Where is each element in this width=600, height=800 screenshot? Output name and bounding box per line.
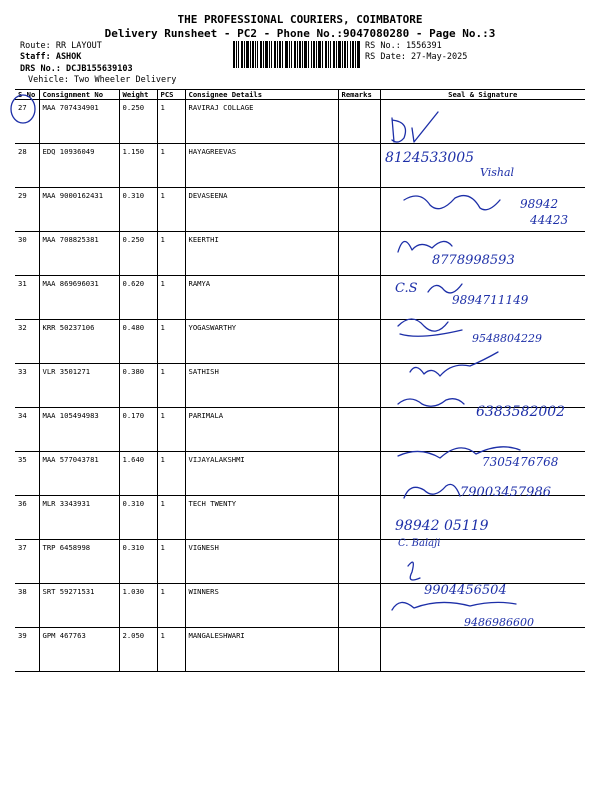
cell-consignee: SATHISH [185, 364, 338, 408]
cell-remarks [338, 188, 380, 232]
cell-weight: 0.310 [119, 540, 157, 584]
cell-sno: 31 [15, 276, 39, 320]
cell-pcs: 1 [157, 144, 185, 188]
handwriting-row-29-b: 44423 [530, 213, 569, 227]
col-header-consignment: Consignment No [39, 90, 119, 100]
cell-pcs: 1 [157, 100, 185, 144]
barcode-image [233, 41, 360, 68]
cell-consignment: TRP 6458998 [39, 540, 119, 584]
rs-date: RS Date: 27-May-2025 [365, 52, 468, 62]
handwriting-row-31-phone: 9894711149 [452, 293, 529, 307]
cell-signature [380, 496, 585, 540]
cell-weight: 0.310 [119, 188, 157, 232]
runsheet-table [15, 89, 585, 672]
cell-consignee: PARIMALA [185, 408, 338, 452]
rs-number: RS No.: 1556391 [365, 41, 442, 51]
col-header-signature: Seal & Signature [380, 90, 585, 100]
cell-sno: 27 [15, 100, 39, 144]
cell-consignee: HAYAGREEVAS [185, 144, 338, 188]
handwriting-row-38: 9904456504 [424, 583, 507, 598]
handwriting-row-32: 9548804229 [472, 332, 542, 345]
cell-remarks [338, 276, 380, 320]
table-row [15, 276, 585, 320]
handwriting-row-36: 79003457986 [460, 485, 551, 500]
cell-consignment: MAA 577043781 [39, 452, 119, 496]
cell-sno: 30 [15, 232, 39, 276]
col-header-consignee: Consignee Details [185, 90, 338, 100]
table-row [15, 100, 585, 144]
col-header-weight: Weight [119, 90, 157, 100]
handwriting-row-37-name: C. Balaji [398, 538, 441, 549]
cell-weight: 0.250 [119, 100, 157, 144]
cell-consignment: MAA 9000162431 [39, 188, 119, 232]
cell-consignee: VIJAYALAKSHMI [185, 452, 338, 496]
handwriting-row-28-name: Vishal [480, 166, 515, 179]
table-row [15, 628, 585, 672]
cell-consignee: KEERTHI [185, 232, 338, 276]
cell-remarks [338, 408, 380, 452]
table-row [15, 364, 585, 408]
cell-sno: 33 [15, 364, 39, 408]
cell-pcs: 1 [157, 232, 185, 276]
cell-consignee: WINNERS [185, 584, 338, 628]
cell-sno: 37 [15, 540, 39, 584]
cell-remarks [338, 584, 380, 628]
cell-weight: 0.310 [119, 496, 157, 540]
cell-consignment: SRT 59271531 [39, 584, 119, 628]
cell-remarks [338, 144, 380, 188]
cell-signature [380, 408, 585, 452]
table-row [15, 408, 585, 452]
cell-consignment: MAA 708825381 [39, 232, 119, 276]
table-row [15, 144, 585, 188]
staff-label: Staff: ASHOK [20, 52, 82, 62]
cell-sno: 36 [15, 496, 39, 540]
vehicle-label: Vehicle: Two Wheeler Delivery [28, 75, 177, 85]
cell-signature [380, 584, 585, 628]
cell-remarks [338, 452, 380, 496]
cell-signature [380, 144, 585, 188]
cell-sno: 35 [15, 452, 39, 496]
cell-consignee: RAMYA [185, 276, 338, 320]
cell-remarks [338, 540, 380, 584]
cell-remarks [338, 232, 380, 276]
cell-weight: 0.170 [119, 408, 157, 452]
cell-pcs: 1 [157, 320, 185, 364]
cell-weight: 1.150 [119, 144, 157, 188]
cell-weight: 1.030 [119, 584, 157, 628]
cell-weight: 0.380 [119, 364, 157, 408]
handwriting-row-29-a: 98942 [520, 197, 559, 211]
cell-remarks [338, 100, 380, 144]
cell-remarks [338, 628, 380, 672]
cell-signature [380, 100, 585, 144]
cell-weight: 2.050 [119, 628, 157, 672]
cell-consignee: RAVIRAJ COLLAGE [185, 100, 338, 144]
cell-sno: 32 [15, 320, 39, 364]
cell-pcs: 1 [157, 408, 185, 452]
cell-weight: 0.480 [119, 320, 157, 364]
col-header-sno: S No [15, 90, 39, 100]
cell-weight: 1.640 [119, 452, 157, 496]
cell-pcs: 1 [157, 628, 185, 672]
table-row [15, 496, 585, 540]
cell-consignment: MAA 869696031 [39, 276, 119, 320]
cell-consignment: MAA 105494983 [39, 408, 119, 452]
col-header-remarks: Remarks [338, 90, 380, 100]
cell-pcs: 1 [157, 496, 185, 540]
handwriting-row-37-phone: 98942 05119 [395, 518, 489, 534]
table-row [15, 232, 585, 276]
drs-number: DRS No.: DCJB155639103 [20, 64, 133, 74]
table-header-row [15, 90, 585, 100]
cell-consignment: VLR 3501271 [39, 364, 119, 408]
handwriting-row-39: 9486986600 [464, 616, 534, 629]
table-row [15, 540, 585, 584]
cell-pcs: 1 [157, 276, 185, 320]
cell-signature [380, 540, 585, 584]
cell-pcs: 1 [157, 540, 185, 584]
cell-sno: 34 [15, 408, 39, 452]
cell-remarks [338, 320, 380, 364]
cell-signature [380, 628, 585, 672]
cell-consignee: VIGNESH [185, 540, 338, 584]
cell-signature [380, 276, 585, 320]
cell-pcs: 1 [157, 452, 185, 496]
cell-pcs: 1 [157, 188, 185, 232]
cell-remarks [338, 364, 380, 408]
cell-signature [380, 364, 585, 408]
handwriting-row-28-phone: 8124533005 [385, 150, 475, 166]
cell-weight: 0.620 [119, 276, 157, 320]
cell-sno: 28 [15, 144, 39, 188]
col-header-pcs: PCS [157, 90, 185, 100]
cell-signature [380, 232, 585, 276]
cell-signature [380, 320, 585, 364]
cell-consignment: EDQ 10936049 [39, 144, 119, 188]
cell-consignee: YOGASWARTHY [185, 320, 338, 364]
cell-signature [380, 188, 585, 232]
cell-remarks [338, 496, 380, 540]
cell-pcs: 1 [157, 364, 185, 408]
cell-consignment: GPM 467763 [39, 628, 119, 672]
cell-consignment: MLR 3343931 [39, 496, 119, 540]
table-row [15, 584, 585, 628]
table-row [15, 188, 585, 232]
handwriting-row-34: 6383582002 [476, 404, 566, 420]
cell-signature [380, 452, 585, 496]
company-title: THE PROFESSIONAL COURIERS, COIMBATORE [177, 13, 423, 26]
cell-consignment: MAA 707434901 [39, 100, 119, 144]
runsheet-subtitle: Delivery Runsheet - PC2 - Phone No.:9047080280 - Page No.:3 [104, 27, 496, 40]
cell-consignee: DEVASEENA [185, 188, 338, 232]
cell-sno: 39 [15, 628, 39, 672]
route-label: Route: RR LAYOUT [20, 41, 102, 51]
cell-weight: 0.250 [119, 232, 157, 276]
table-row [15, 320, 585, 364]
cell-sno: 29 [15, 188, 39, 232]
handwriting-row-30: 8778998593 [432, 253, 515, 268]
cell-sno: 38 [15, 584, 39, 628]
cell-consignment: KRR 50237106 [39, 320, 119, 364]
handwriting-row-31-initials: C.S [395, 281, 418, 296]
cell-consignee: MANGALESHWARI [185, 628, 338, 672]
cell-consignee: TECH TWENTY [185, 496, 338, 540]
table-row [15, 452, 585, 496]
handwriting-row-35: 7305476768 [482, 455, 559, 469]
cell-pcs: 1 [157, 584, 185, 628]
